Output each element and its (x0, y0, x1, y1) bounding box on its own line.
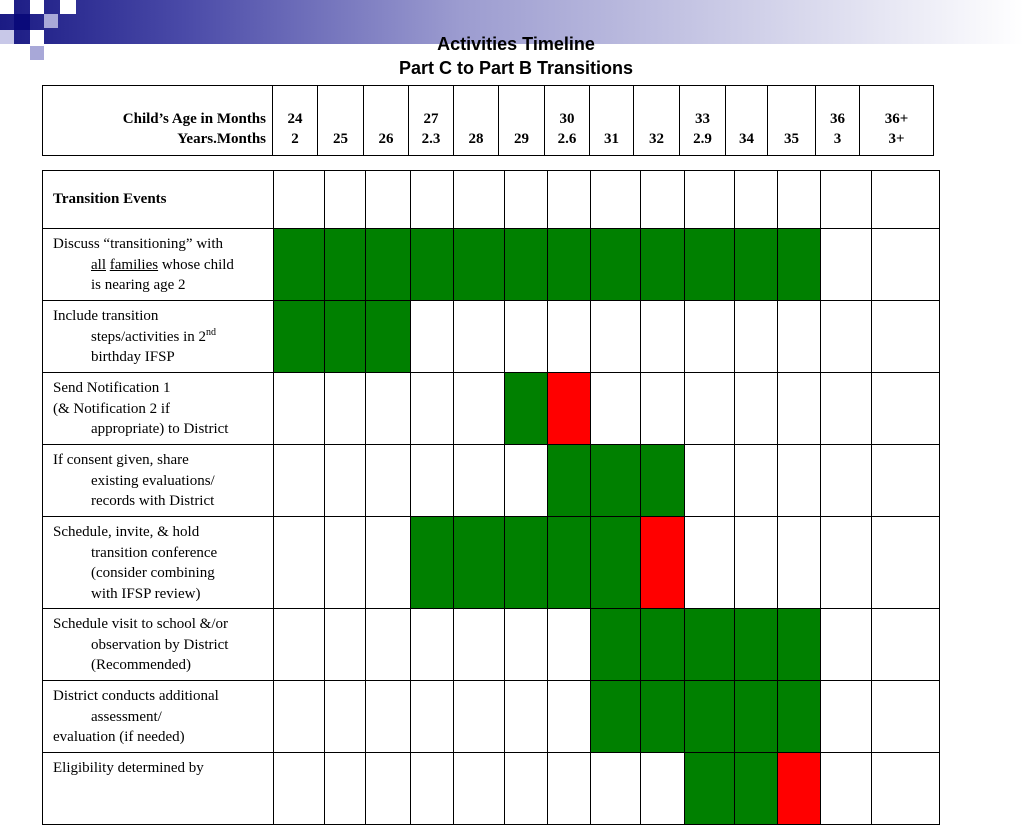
timeline-cell-green (366, 229, 411, 301)
event-line: records with District (91, 493, 215, 509)
age-years: 2.6 (557, 131, 577, 147)
timeline-cell-green (685, 609, 735, 681)
timeline-cell-green (505, 373, 548, 445)
timeline-cell-green (641, 609, 685, 681)
timeline-cell (411, 609, 454, 681)
timeline-cell (735, 445, 778, 517)
timeline-cell (505, 681, 548, 753)
event-line: birthday IFSP (91, 349, 175, 365)
age-month: 25 (333, 131, 348, 147)
timeline-cell-green (685, 229, 735, 301)
timeline-cell (685, 301, 735, 373)
timeline-cell (411, 301, 454, 373)
age-col-header (680, 86, 726, 156)
timeline-cell (548, 681, 591, 753)
timeline-cell-green (454, 229, 505, 301)
timeline-cell (274, 753, 325, 825)
age-col-header (860, 86, 934, 156)
timeline-cell (641, 301, 685, 373)
age-col-header (318, 86, 364, 156)
timeline-cell (821, 373, 872, 445)
timeline-cell (366, 609, 411, 681)
timeline-cell (411, 753, 454, 825)
age-month: 24 (287, 111, 303, 127)
event-row (43, 373, 940, 445)
timeline-cell (821, 229, 872, 301)
age-month: 27 (423, 111, 439, 127)
timeline-cell-green (641, 681, 685, 753)
event-description (43, 445, 274, 517)
timeline-cell-green (591, 681, 641, 753)
title-line-1: Activities Timeline (437, 34, 595, 54)
event-line: observation by District (91, 636, 229, 653)
event-row (43, 609, 940, 681)
age-col-header (634, 86, 680, 156)
timeline-cell-green (735, 609, 778, 681)
age-month: 30 (559, 111, 575, 127)
timeline-cell-green (366, 301, 411, 373)
timeline-cell-green (735, 229, 778, 301)
timeline-cell (366, 171, 411, 229)
event-row (43, 229, 940, 301)
event-description (43, 229, 274, 301)
timeline-cell (821, 517, 872, 609)
event-line: is nearing age 2 (91, 277, 186, 293)
timeline-cell (872, 445, 940, 517)
logo-square-1 (0, 0, 14, 14)
age-col-header (816, 86, 860, 156)
age-label-months: Child’s Age in Months (122, 111, 266, 127)
timeline-cell-green (548, 445, 591, 517)
event-row (43, 445, 940, 517)
age-month: 26 (378, 131, 394, 147)
timeline-cell (735, 373, 778, 445)
event-description (43, 517, 274, 609)
timeline-cell (366, 373, 411, 445)
timeline-cell (872, 373, 940, 445)
timeline-cell (274, 445, 325, 517)
event-description (43, 681, 274, 753)
event-line: If consent given, share (53, 452, 189, 468)
logo-square-7 (60, 0, 76, 14)
event-line (53, 327, 267, 348)
timeline-cell (366, 445, 411, 517)
timeline-cell (735, 301, 778, 373)
timeline-cell (325, 171, 366, 229)
age-label-cell (43, 86, 273, 156)
timeline-cell (411, 373, 454, 445)
timeline-cell-red (641, 517, 685, 609)
timeline-cell (821, 445, 872, 517)
timeline-cell (366, 753, 411, 825)
timeline-cell (685, 171, 735, 229)
event-description (43, 301, 274, 373)
timeline-cell-green (325, 229, 366, 301)
timeline-cell (505, 301, 548, 373)
timeline-cell (821, 171, 872, 229)
timeline-cell (274, 681, 325, 753)
timeline-cell (325, 373, 366, 445)
timeline-cell (454, 609, 505, 681)
timeline-cell (872, 609, 940, 681)
age-col-header (768, 86, 816, 156)
timeline-cell (641, 753, 685, 825)
age-month: 36 (830, 111, 845, 127)
timeline-cell-green (641, 229, 685, 301)
events-header-cell: Transition Events (43, 171, 274, 229)
timeline-cell-green (505, 517, 548, 609)
underlined-word: all (91, 256, 106, 273)
timeline-cell (274, 171, 325, 229)
timeline-cell (821, 301, 872, 373)
event-row (43, 517, 940, 609)
event-line (53, 255, 267, 276)
age-month: 35 (784, 131, 799, 147)
age-years: 2.3 (421, 131, 441, 147)
timeline-cell (325, 445, 366, 517)
timeline-cell (505, 445, 548, 517)
timeline-cell (778, 517, 821, 609)
timeline-cell (454, 681, 505, 753)
age-years: 3+ (888, 131, 905, 147)
timeline-cell-green (591, 517, 641, 609)
event-row (43, 753, 940, 825)
timeline-cell (548, 171, 591, 229)
timeline-cell (548, 609, 591, 681)
timeline-cell-green (274, 229, 325, 301)
timeline-cell-green (411, 517, 454, 609)
timeline-cell (778, 301, 821, 373)
timeline-cell (454, 301, 505, 373)
timeline-cell (454, 171, 505, 229)
timeline-cell (274, 373, 325, 445)
timeline-cell (411, 445, 454, 517)
timeline-cell (325, 609, 366, 681)
timeline-cell (454, 373, 505, 445)
event-row (43, 681, 940, 753)
event-line-text: whose child (161, 256, 234, 273)
age-col-header (499, 86, 545, 156)
timeline-cell (274, 609, 325, 681)
timeline-cell (591, 171, 641, 229)
timeline-cell (454, 753, 505, 825)
event-line: appropriate) to District (91, 421, 229, 437)
event-line: assessment/ (91, 708, 162, 725)
timeline-cell (872, 171, 940, 229)
timeline-cell-green (548, 229, 591, 301)
timeline-cell (641, 171, 685, 229)
timeline-cell-green (685, 753, 735, 825)
timeline-cell (325, 681, 366, 753)
event-line: Schedule visit to school &/or (53, 616, 228, 632)
timeline-cell (591, 753, 641, 825)
timeline-cell (685, 445, 735, 517)
age-years: 2.9 (693, 131, 712, 147)
timeline-cell (274, 517, 325, 609)
timeline-cell-green (778, 681, 821, 753)
event-line: existing evaluations/ (91, 472, 215, 489)
event-line-text: steps/activities in 2 (91, 328, 206, 345)
timeline-cell (872, 517, 940, 609)
timeline-cell (735, 517, 778, 609)
timeline-cell (366, 517, 411, 609)
timeline-cell (872, 301, 940, 373)
logo-square-2 (14, 14, 30, 30)
underlined-word: families (109, 256, 159, 273)
age-month: 28 (468, 131, 484, 147)
age-month: 31 (604, 131, 619, 147)
logo-square-3 (30, 0, 44, 14)
timeline-cell-red (548, 373, 591, 445)
timeline-cell-green (411, 229, 454, 301)
timeline-cell-green (685, 681, 735, 753)
timeline-cell-green (505, 229, 548, 301)
event-line: Send Notification 1 (53, 380, 171, 396)
timeline-cell (685, 373, 735, 445)
age-month: 34 (739, 131, 754, 147)
event-line: Include transition (53, 308, 159, 324)
age-header-table (42, 85, 934, 156)
timeline-cell-green (548, 517, 591, 609)
timeline-cell (548, 753, 591, 825)
age-col-header (454, 86, 499, 156)
event-line: (Recommended) (91, 657, 191, 673)
age-col-header (726, 86, 768, 156)
timeline-cell-green (641, 445, 685, 517)
age-col-header (273, 86, 318, 156)
timeline-cell (325, 753, 366, 825)
timeline-cell (821, 609, 872, 681)
timeline-cell-red (778, 753, 821, 825)
event-row (43, 301, 940, 373)
timeline-cell (505, 609, 548, 681)
timeline-cell (685, 517, 735, 609)
timeline-cell-green (591, 229, 641, 301)
timeline-cell-green (735, 753, 778, 825)
timeline-cell (821, 681, 872, 753)
age-col-header (590, 86, 634, 156)
event-line: District conducts additional (53, 688, 219, 704)
timeline-cell (366, 681, 411, 753)
event-line: Schedule, invite, & hold (53, 524, 200, 540)
timeline-cell (411, 171, 454, 229)
event-line: evaluation (if needed) (53, 729, 185, 745)
age-col-header (364, 86, 409, 156)
timeline-cell (505, 171, 548, 229)
age-month: 36+ (884, 111, 909, 127)
timeline-cell-green (454, 517, 505, 609)
event-line: (consider combining (91, 565, 215, 581)
timeline-cell (454, 445, 505, 517)
transition-events-table (42, 170, 940, 825)
timeline-cell (411, 681, 454, 753)
age-years: 3 (833, 131, 842, 147)
timeline-cell (591, 301, 641, 373)
timeline-cell (505, 753, 548, 825)
event-description (43, 373, 274, 445)
event-line: with IFSP review) (91, 585, 201, 602)
timeline-cell (325, 517, 366, 609)
title-line-2: Part C to Part B Transitions (398, 58, 634, 78)
age-month: 33 (695, 111, 710, 127)
timeline-cell (778, 373, 821, 445)
timeline-cell (778, 445, 821, 517)
age-month: 32 (649, 131, 664, 147)
timeline-cell-green (325, 301, 366, 373)
age-col-header (545, 86, 590, 156)
timeline-cell-green (735, 681, 778, 753)
slide-title (0, 32, 1024, 80)
event-line: transition conference (91, 544, 218, 561)
timeline-cell (872, 229, 940, 301)
timeline-cell (872, 681, 940, 753)
age-label-years: Years.Months (177, 131, 266, 147)
timeline-cell-green (591, 609, 641, 681)
timeline-cell-green (591, 445, 641, 517)
event-description (43, 753, 274, 825)
timeline-cell (778, 171, 821, 229)
timeline-cell-green (274, 301, 325, 373)
age-years: 2 (291, 131, 299, 147)
events-header-row (43, 171, 940, 229)
superscript: nd (205, 326, 216, 338)
event-description (43, 609, 274, 681)
event-line: Discuss “transitioning” with (53, 236, 223, 252)
timeline-cell (548, 301, 591, 373)
timeline-cell (641, 373, 685, 445)
logo-square-6 (44, 14, 58, 28)
age-col-header (409, 86, 454, 156)
timeline-cell (872, 753, 940, 825)
age-month: 29 (514, 131, 529, 147)
timeline-cell (821, 753, 872, 825)
timeline-cell (735, 171, 778, 229)
timeline-cell (591, 373, 641, 445)
event-line: Eligibility determined by (53, 760, 204, 776)
timeline-cell-green (778, 609, 821, 681)
timeline-cell-green (778, 229, 821, 301)
event-line: (& Notification 2 if (53, 400, 171, 417)
